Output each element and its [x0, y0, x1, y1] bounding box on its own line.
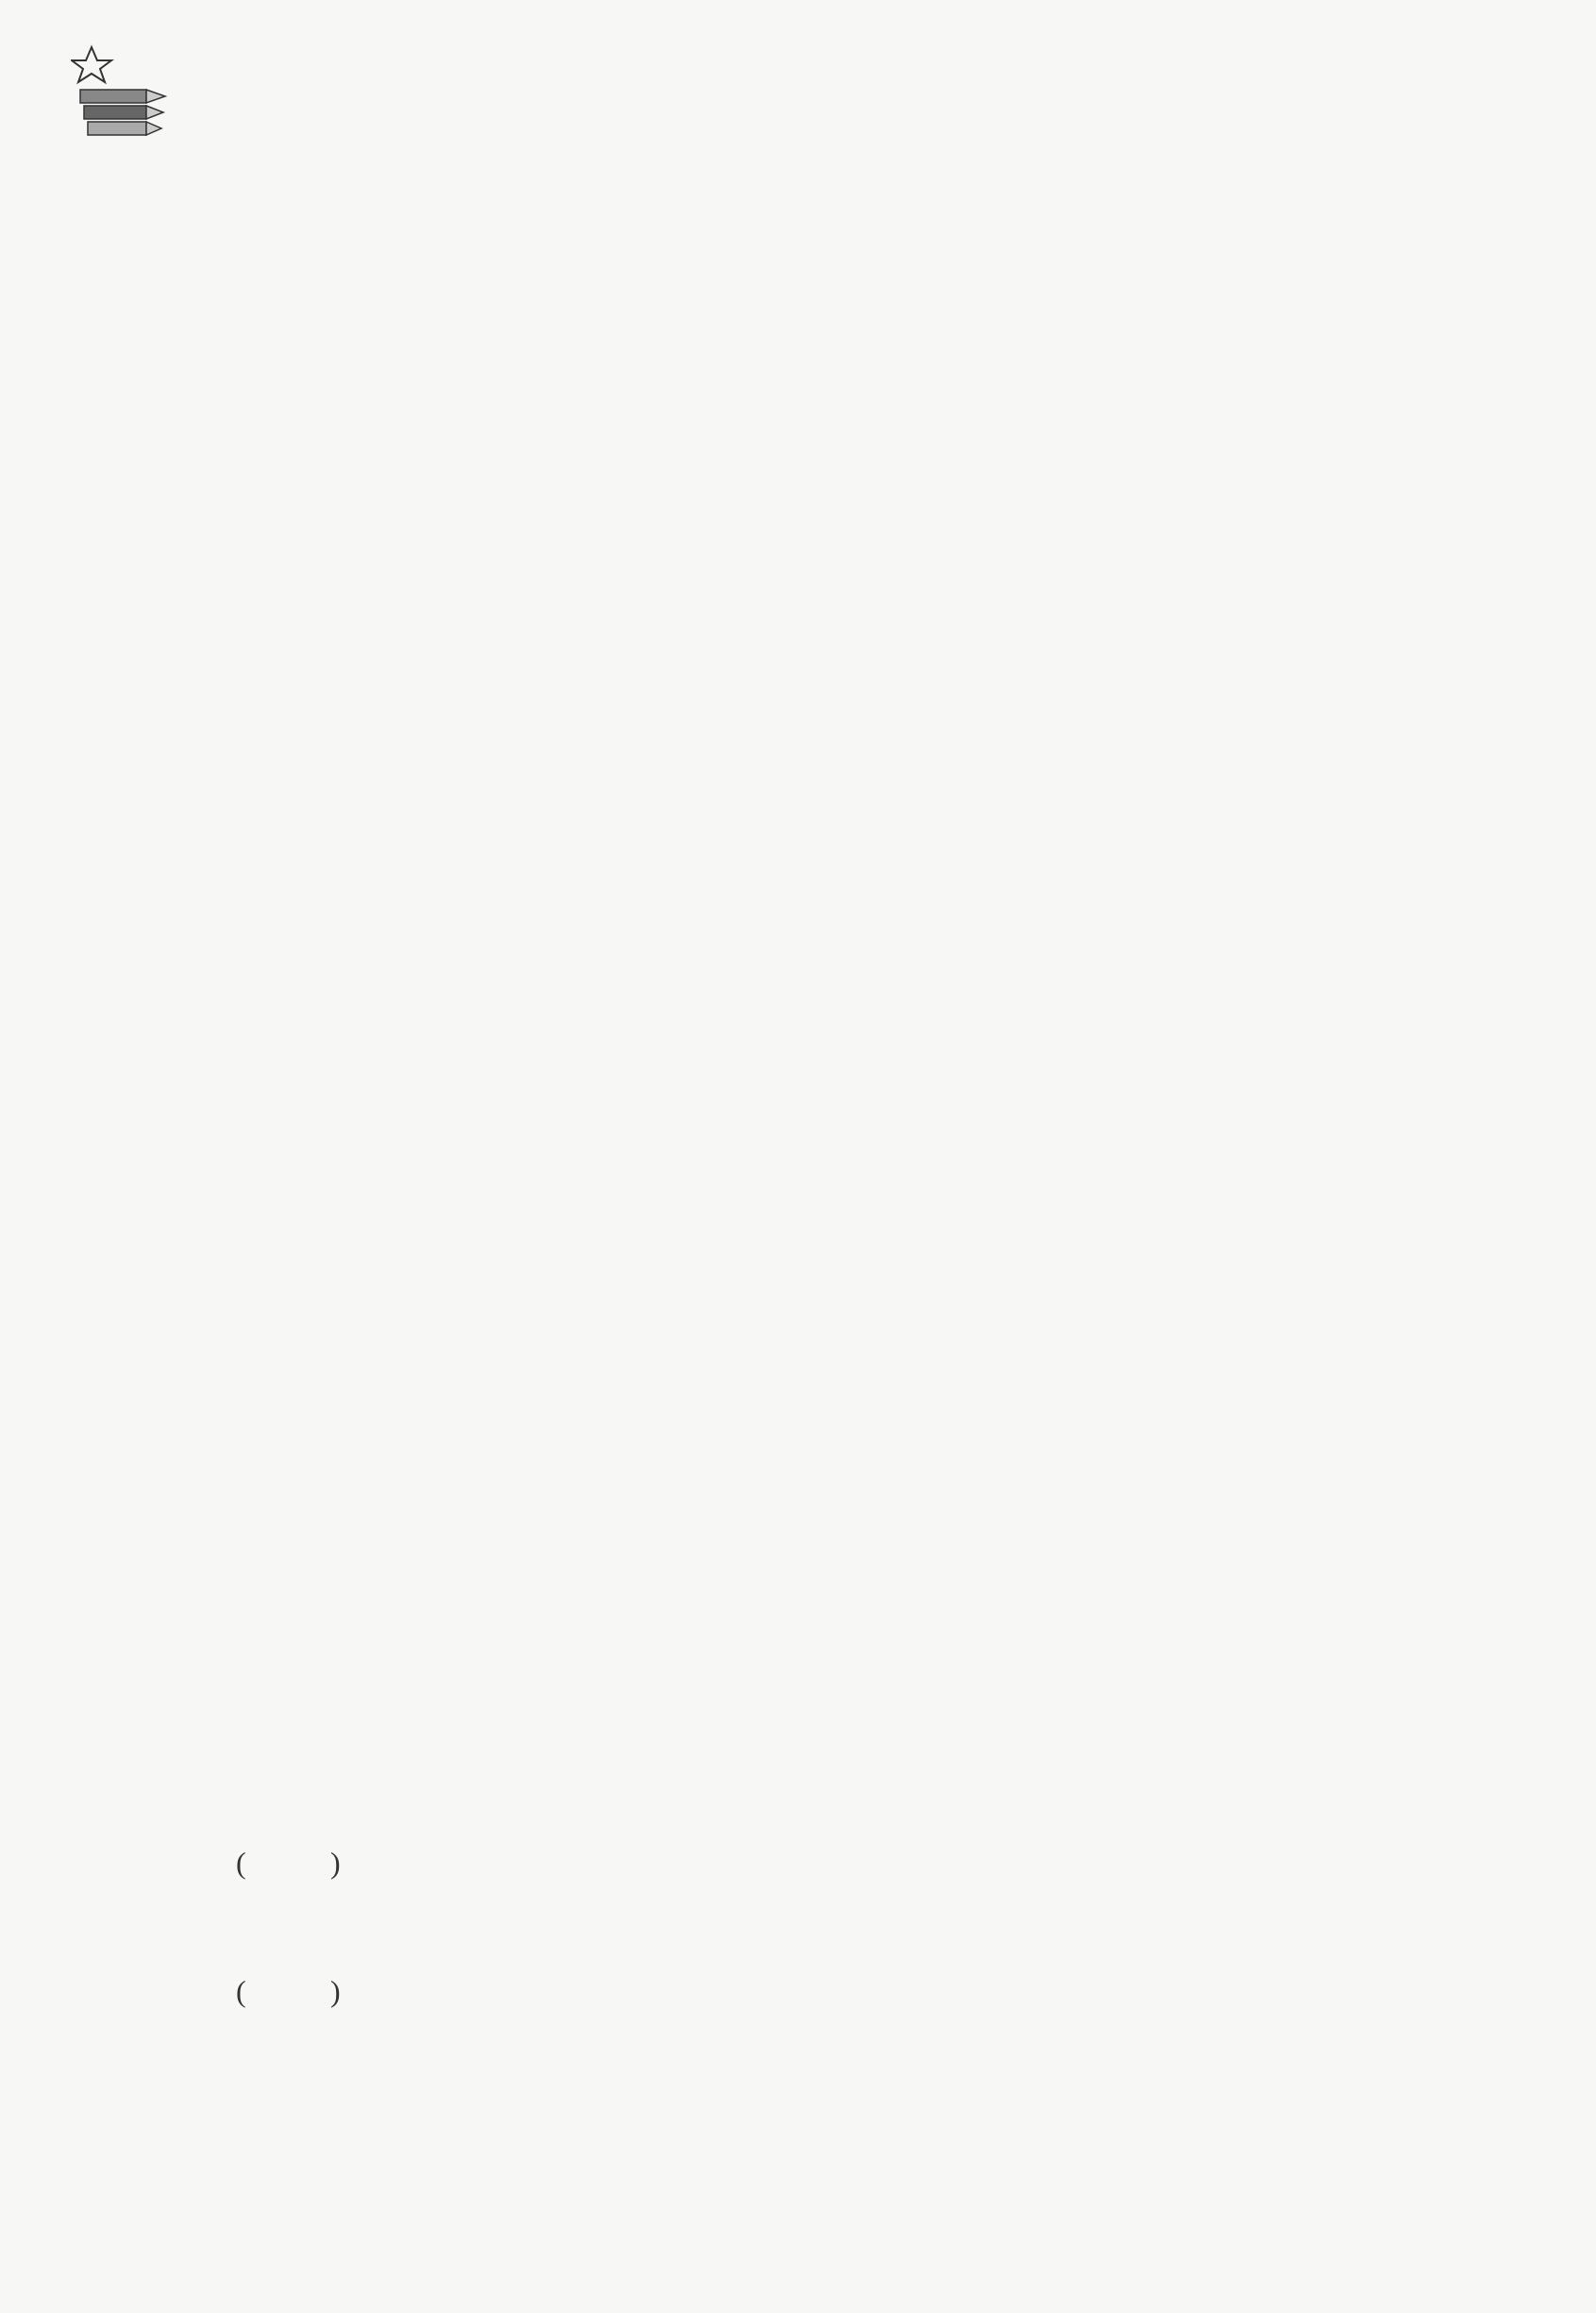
pencil-logo-icon [71, 38, 203, 142]
paren-close: ) [330, 1846, 341, 1880]
paren-close: ) [330, 1974, 341, 2008]
paren-open: ( [236, 1846, 246, 1880]
paren-open: ( [236, 1974, 246, 2008]
header [71, 38, 637, 151]
